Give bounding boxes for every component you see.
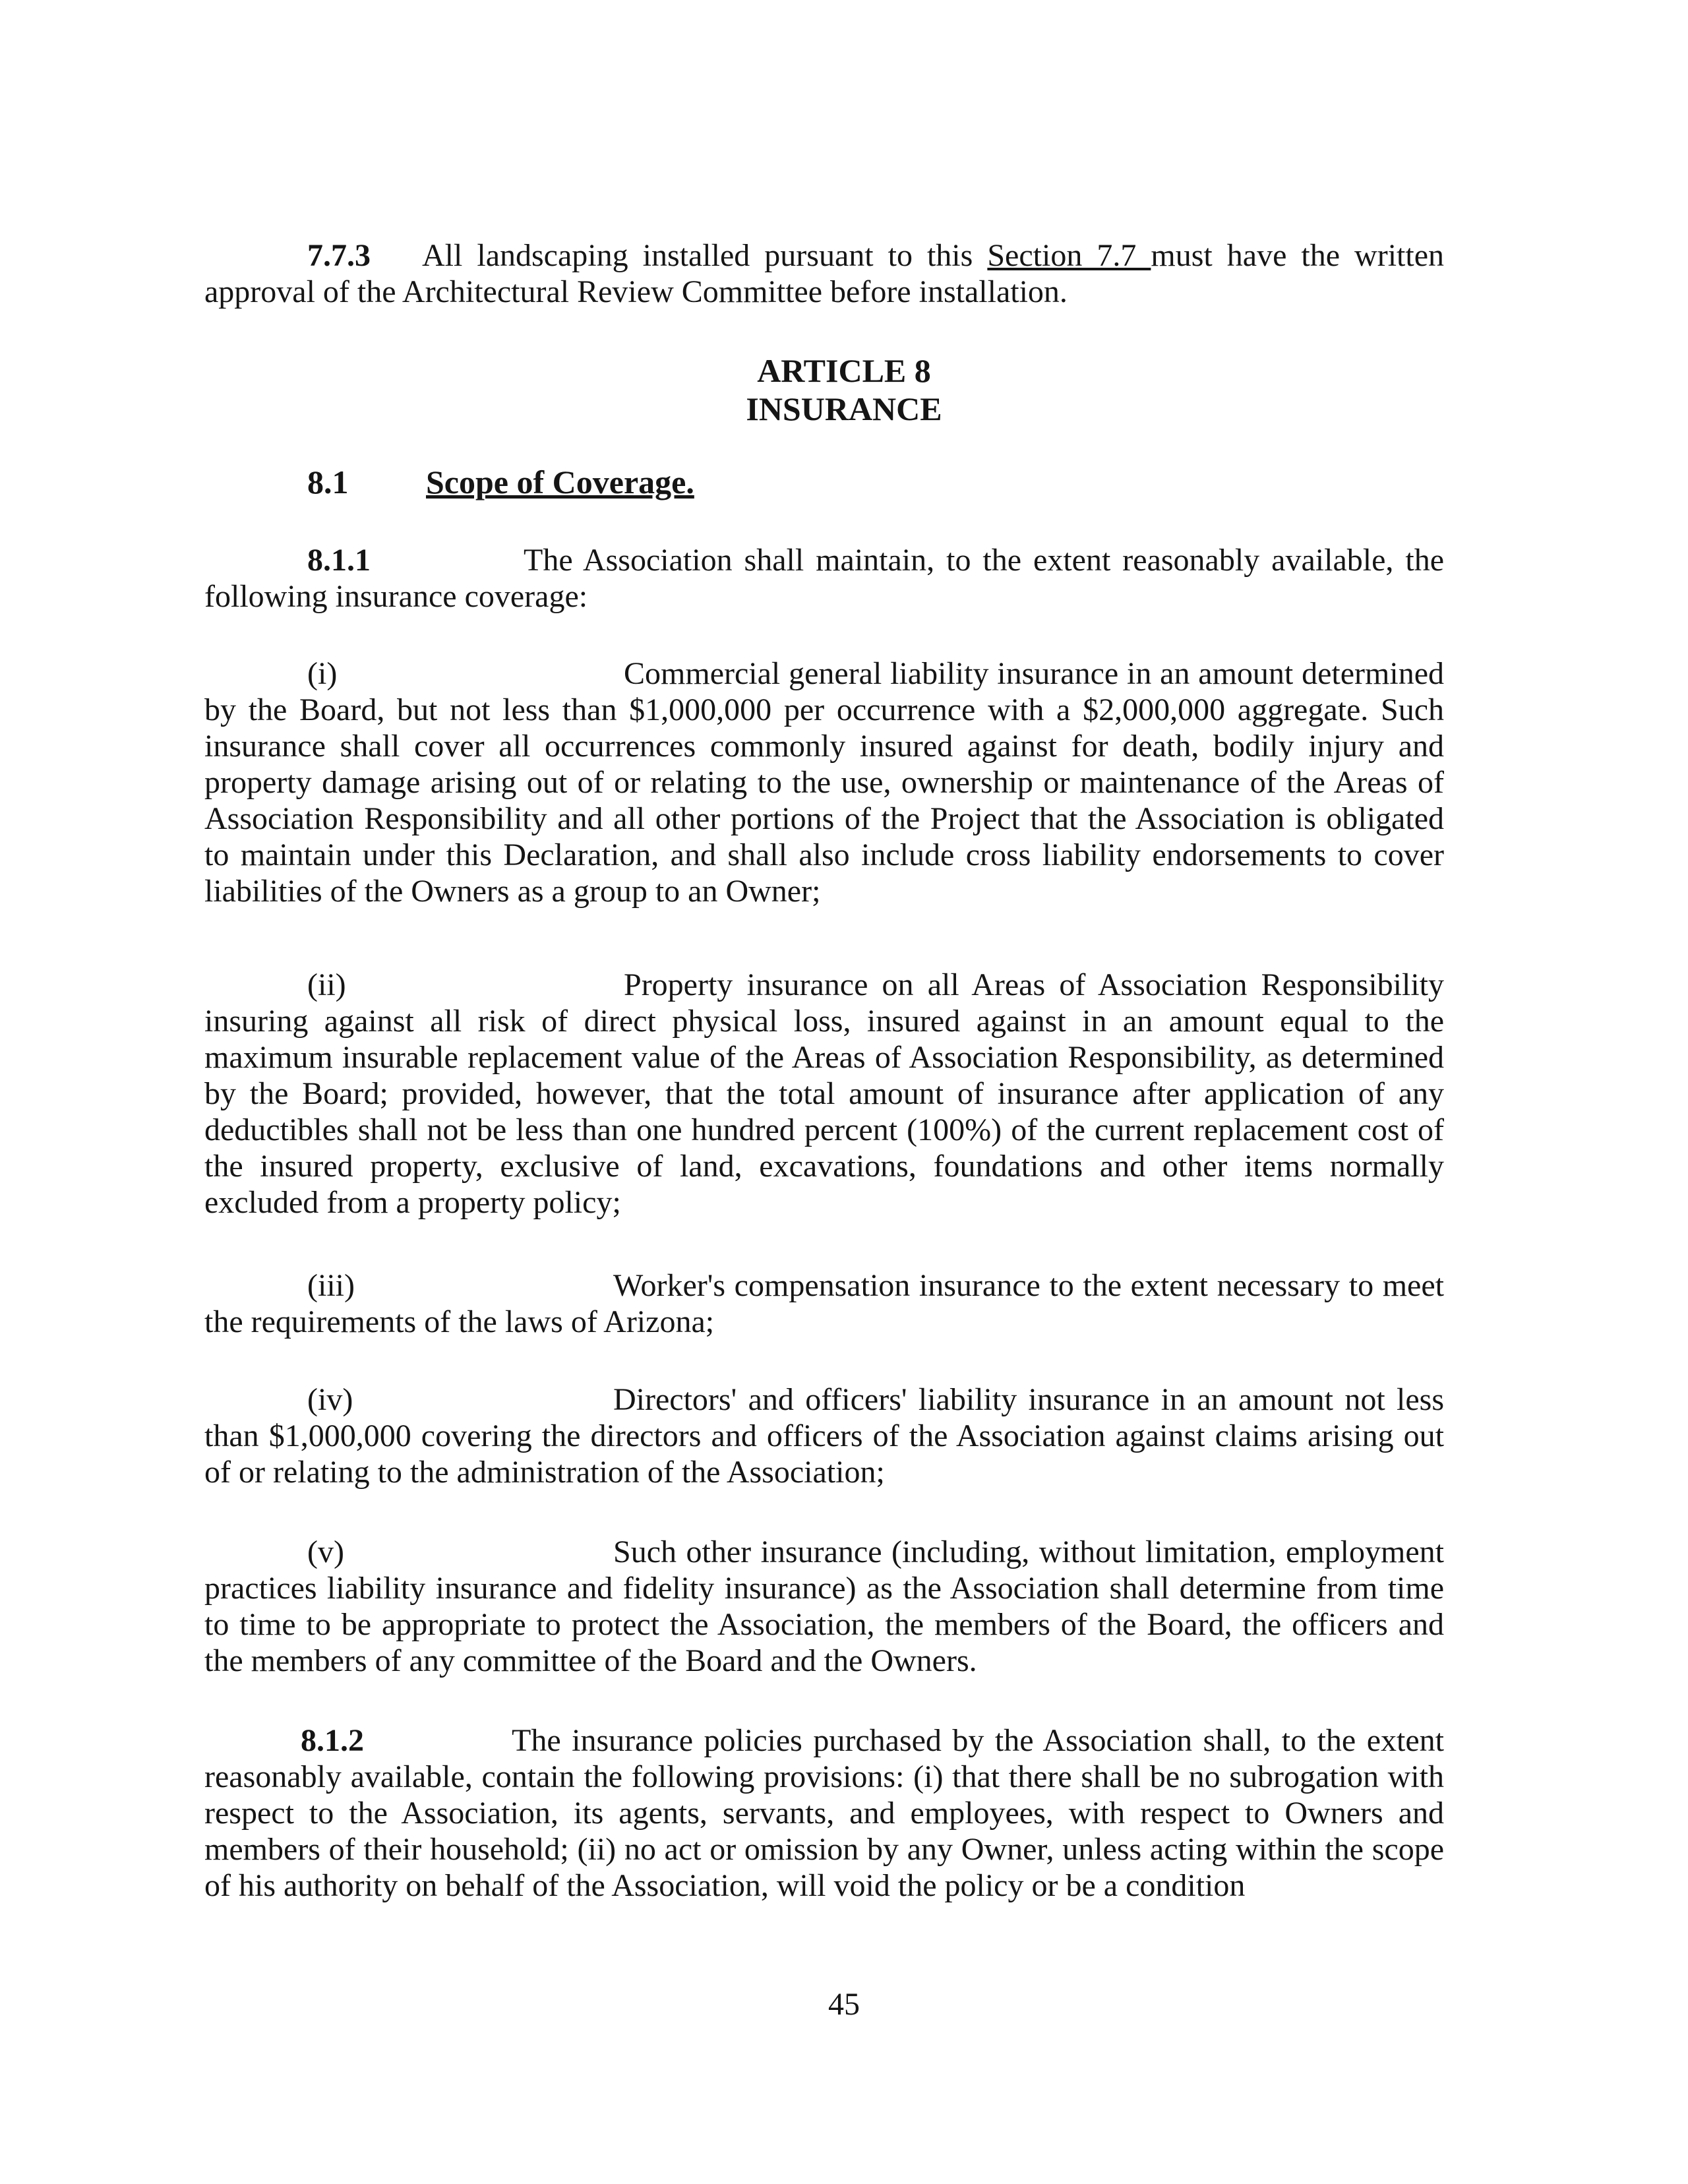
page-number: 45 [828,1987,860,2022]
section-heading-8-1 [307,463,694,501]
coverage-item-ii [204,967,1444,1221]
paragraph-text-continued: must have the written approval of the Architectural Review Committee before installation. [204,238,1445,309]
coverage-item-v [204,1534,1444,1679]
item-text: Worker's compensation insurance to the extent necessary to meet the requirements of the laws of Arizona; [204,1268,1444,1339]
coverage-item-iv [204,1381,1444,1490]
paragraph-number: 7.7.3 [307,238,371,273]
section-number: 8.1 [307,464,349,501]
paragraph-text: The Association shall maintain, to the extent reasonably available, the following insurance coverage: [204,543,1444,614]
article-number: ARTICLE 8 [757,352,931,389]
paragraph-7-7-3 [204,237,1444,310]
section-reference-link: Section 7.7 [987,238,1151,273]
paragraph-8-1-1 [204,542,1444,615]
item-label: (iii) [307,1268,355,1303]
item-text: Directors' and officers' liability insurance in an amount not less than $1,000,000 covering the directors and officers of the Association against claims arising out of or relating to the administration of the Association; [204,1382,1444,1490]
item-text: Property insurance on all Areas of Association Responsibility insuring against all risk of direct physical loss, insured against in an amount equal to the maximum insurable replacement value of the Areas of Association Responsibility, as determined by the Board; provided, however, that the total amount of insurance after application of any deductibles shall not be less than one hundred percent (100%) of the current replacement cost of the insured property, exclusive of land, excavations, foundations and other items normally excluded from a property policy; [204,967,1444,1220]
paragraph-number: 8.1.1 [307,543,371,578]
item-text: Such other insurance (including, without limitation, employment practices liability insurance and fidelity insurance) as the Association shall determine from time to time to be appropriate to protect the Association, the members of the Board, the officers and the members of any committee of the Board and the Owners. [204,1534,1444,1678]
item-text: Commercial general liability insurance in an amount determined by the Board, but not less than $1,000,000 per occurrence with a $2,000,000 aggregate. Such insurance shall cover all occurrences commonly insured against for death, bodily injury and property damage arising out of or relating to the use, ownership or maintenance of the Areas of Association Responsibility and all other portions of the Project that the Association is obligated to maintain under this Declaration, and shall also include cross liability endorsements to cover liabilities of the Owners as a group to an Owner; [204,656,1444,909]
coverage-item-iii [204,1267,1444,1340]
item-label: (i) [307,656,338,691]
article-title: INSURANCE [746,390,942,427]
paragraph-text: The insurance policies purchased by the Association shall, to the extent reasonably available, contain the following provisions: (i) that there shall be no subrogation with respect to the Association, its agents, servants, and employees, with respect to Owners and members of their household; (ii) no act or omission by any Owner, unless acting within the scope of his authority on behalf of the Association, will void the policy or be a condition [204,1723,1444,1903]
coverage-item-i [204,655,1444,909]
item-label: (v) [307,1534,344,1569]
paragraph-text: All landscaping installed pursuant to this [422,238,988,273]
item-label: (iv) [307,1382,353,1417]
paragraph-number: 8.1.2 [301,1723,364,1758]
section-title: Scope of Coverage. [426,464,694,501]
paragraph-8-1-2 [204,1722,1444,1904]
item-label: (ii) [307,967,346,1002]
